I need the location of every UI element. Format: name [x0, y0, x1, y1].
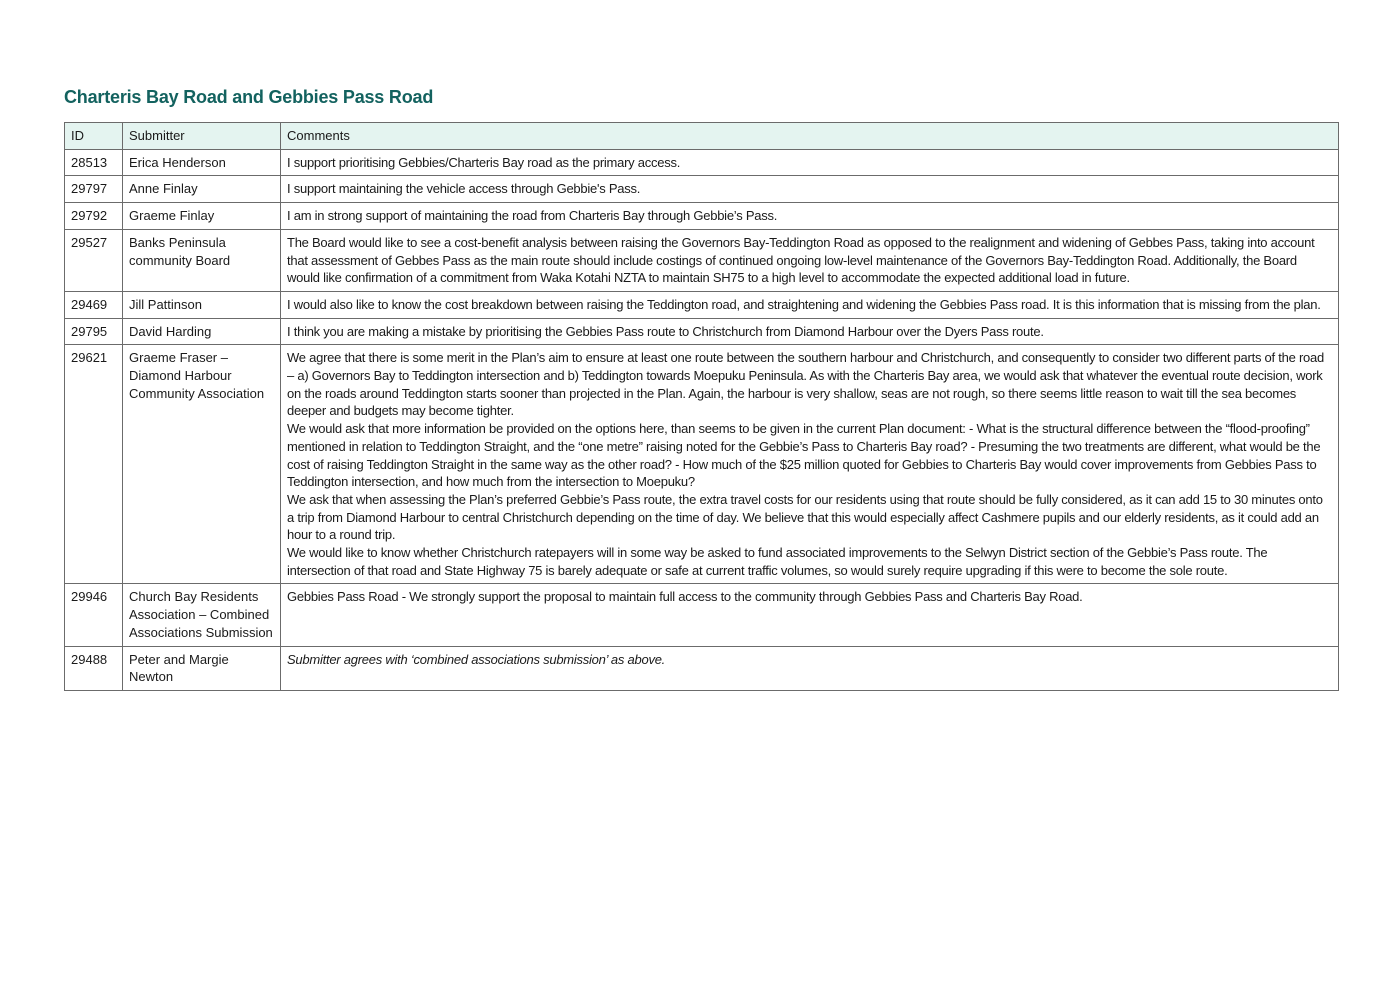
cell-submitter: Graeme Fraser – Diamond Harbour Community Association — [123, 345, 281, 584]
submissions-table — [64, 122, 1339, 691]
cell-comments — [281, 149, 1339, 176]
cell-submitter: Peter and Margie Newton — [123, 646, 281, 690]
comment-paragraph: I think you are making a mistake by prioritising the Gebbies Pass route to Christchurch from Diamond Harbour over the Dyers Pass route. — [287, 323, 1044, 339]
cell-id: 28513 — [65, 149, 123, 176]
cell-comments — [281, 229, 1339, 291]
cell-id: 29792 — [65, 203, 123, 230]
comment-paragraph: I support prioritising Gebbies/Charteris Bay road as the primary access. — [287, 154, 681, 170]
cell-comments — [281, 584, 1339, 646]
cell-submitter: Erica Henderson — [123, 149, 281, 176]
table-row — [65, 345, 1339, 584]
cell-comments — [281, 646, 1339, 690]
comment-paragraph: I am in strong support of maintaining the road from Charteris Bay through Gebbie’s Pass. — [287, 208, 778, 224]
column-header-submitter: Submitter — [123, 123, 281, 150]
comment-paragraph: We would like to know whether Christchurch ratepayers will in some way be asked to fund associated improvements to the Selwyn District section of the Gebbie’s Pass route. The intersection of that road and State Highway 75 is barely adequate or safe at current traffic volumes, so would surely require upgrading if this were to become the sole route. — [287, 545, 1268, 578]
comment-paragraph: We agree that there is some merit in the Plan’s aim to ensure at least one route between the southern harbour and Christchurch, and consequently to consider two different parts of the road – a) Governors Bay to Teddington intersection and b) Teddington towards Moepuku Peninsula. As with the Charteris Bay area, we would ask that whatever the eventual route decision, work on the roads around Teddington starts sooner than projected in the Plan. Again, the harbour is very shallow, seas are not rough, so there seems little reason to wait till the sea becomes deeper and budgets may become tighter. — [287, 350, 1324, 419]
table-row — [65, 176, 1339, 203]
document-page — [64, 86, 1338, 691]
cell-comments — [281, 176, 1339, 203]
cell-id: 29797 — [65, 176, 123, 203]
cell-submitter: Church Bay Residents Association – Combined Associations Submission — [123, 584, 281, 646]
cell-comments — [281, 203, 1339, 230]
cell-submitter: Graeme Finlay — [123, 203, 281, 230]
table-header-row — [65, 123, 1339, 150]
comment-paragraph: Gebbies Pass Road - We strongly support the proposal to maintain full access to the community through Gebbies Pass and Charteris Bay Road. — [287, 589, 1083, 605]
cell-submitter: David Harding — [123, 318, 281, 345]
comment-paragraph: Submitter agrees with ‘combined associations submission’ as above. — [287, 651, 666, 667]
table-row — [65, 203, 1339, 230]
column-header-id: ID — [65, 123, 123, 150]
cell-comments — [281, 345, 1339, 584]
comment-paragraph: I would also like to know the cost breakdown between raising the Teddington road, and straightening and widening the Gebbies Pass road. It is this information that is missing from the plan. — [287, 296, 1321, 312]
comment-paragraph: The Board would like to see a cost-benefit analysis between raising the Governors Bay-Teddington Road as opposed to the realignment and widening of Gebbes Pass, taking into account that assessment of Gebbes Pass as the main route should include costings of continued ongoing low-level maintenance of the Governors Bay-Teddington Road. Additionally, the Board would like confirmation of a commitment from Waka Kotahi NZTA to maintain SH75 to a high level to accommodate the expected additional load in future. — [287, 234, 1315, 286]
comment-paragraph: I support maintaining the vehicle access through Gebbie's Pass. — [287, 181, 641, 197]
comment-paragraph: We ask that when assessing the Plan’s preferred Gebbie’s Pass route, the extra travel costs for our residents using that route should be fully considered, as it can add 15 to 30 minutes onto a trip from Diamond Harbour to central Christchurch depending on the time of day. We believe that this would especially affect Cashmere pupils and our elderly residents, as it could add an hour to a round trip. — [287, 491, 1323, 543]
column-header-comments: Comments — [281, 123, 1339, 150]
table-row — [65, 229, 1339, 291]
table-body — [65, 149, 1339, 690]
cell-comments — [281, 318, 1339, 345]
table-row — [65, 318, 1339, 345]
cell-submitter: Banks Peninsula community Board — [123, 229, 281, 291]
table-row — [65, 291, 1339, 318]
cell-id: 29946 — [65, 584, 123, 646]
cell-submitter: Jill Pattinson — [123, 291, 281, 318]
section-heading: Charteris Bay Road and Gebbies Pass Road — [64, 87, 434, 107]
cell-id: 29527 — [65, 229, 123, 291]
cell-id: 29795 — [65, 318, 123, 345]
cell-id: 29621 — [65, 345, 123, 584]
cell-id: 29469 — [65, 291, 123, 318]
cell-comments — [281, 291, 1339, 318]
cell-submitter: Anne Finlay — [123, 176, 281, 203]
cell-id: 29488 — [65, 646, 123, 690]
table-row — [65, 149, 1339, 176]
table-row — [65, 646, 1339, 690]
comment-paragraph: We would ask that more information be provided on the options here, than seems to be given in the current Plan document: - What is the structural difference between the “flood-proofing” mentioned in relation to Teddington Straight, and the “one metre” raising noted for the Gebbie’s Pass to Charteris Bay road? - Presuming the two treatments are different, what would be the cost of raising Teddington Straight in the same way as the other road? - How much of the $25 million quoted for Gebbies to Charteris Bay would cover improvements from Gebbies Pass to Teddington intersection, and how much from the intersection to Moepuku? — [287, 421, 1321, 490]
table-row — [65, 584, 1339, 646]
